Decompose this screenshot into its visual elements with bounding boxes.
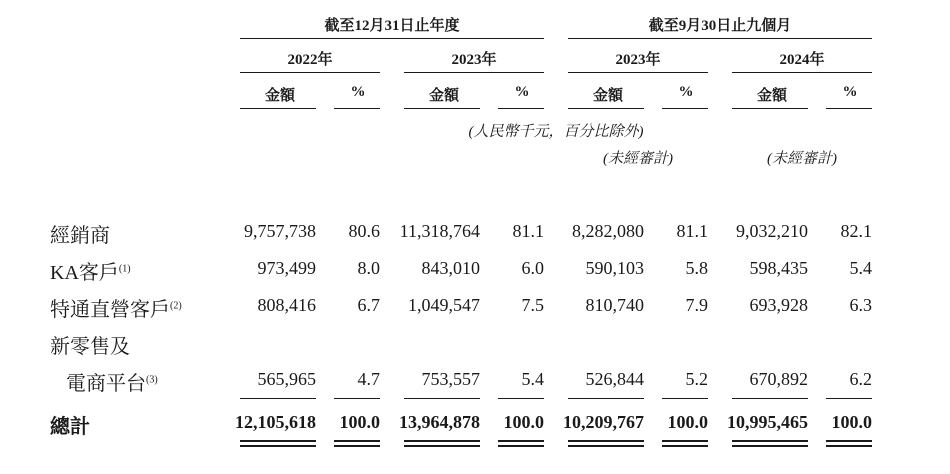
divider <box>240 398 316 399</box>
cell: 11,318,764 <box>399 221 480 241</box>
cell: 565,965 <box>257 369 316 389</box>
cell: 8,282,080 <box>572 221 644 241</box>
divider <box>568 38 872 39</box>
divider <box>240 38 544 39</box>
divider <box>404 398 480 399</box>
row-label-total: 總計 <box>50 416 90 438</box>
cell: 5.4 <box>521 369 544 389</box>
col-amount: 金額 <box>756 88 787 104</box>
divider <box>404 72 544 73</box>
total-cell: 10,995,465 <box>727 412 808 432</box>
cell: 81.1 <box>512 221 544 241</box>
col-pct: % <box>350 84 366 100</box>
unit-note: (人民幣千元，百分比除外) <box>468 124 644 140</box>
header-group-nine-months: 截至9月30日止九個月 <box>648 18 792 34</box>
cell: 810,740 <box>585 295 644 315</box>
total-cell: 100.0 <box>667 412 708 432</box>
unaudited-note: (未經審計) <box>767 151 837 167</box>
double-underline <box>662 445 708 447</box>
cell: 82.1 <box>840 221 872 241</box>
double-underline <box>240 440 316 442</box>
year-header-2024-nine: 2024年 <box>779 52 825 68</box>
divider <box>498 398 544 399</box>
double-underline <box>334 440 380 442</box>
total-cell: 13,964,878 <box>399 412 480 432</box>
cell: 590,103 <box>585 258 644 278</box>
double-underline <box>826 445 872 447</box>
double-underline <box>732 445 808 447</box>
year-header-2022: 2022年 <box>287 52 333 68</box>
double-underline <box>498 445 544 447</box>
cell: 843,010 <box>421 258 480 278</box>
year-header-2023: 2023年 <box>451 52 497 68</box>
cell: 9,032,210 <box>736 221 808 241</box>
double-underline <box>404 445 480 447</box>
total-cell: 100.0 <box>503 412 544 432</box>
double-underline <box>404 440 480 442</box>
total-cell: 100.0 <box>339 412 380 432</box>
double-underline <box>334 445 380 447</box>
double-underline <box>240 445 316 447</box>
cell: 4.7 <box>357 369 380 389</box>
cell: 6.2 <box>849 369 872 389</box>
cell: 598,435 <box>749 258 808 278</box>
col-pct: % <box>678 84 694 100</box>
divider <box>662 398 708 399</box>
divider <box>568 72 708 73</box>
double-underline <box>732 440 808 442</box>
col-amount: 金額 <box>592 88 623 104</box>
total-cell: 100.0 <box>831 412 872 432</box>
row-label-new-retail: 新零售及 <box>50 336 130 358</box>
divider <box>662 108 708 109</box>
double-underline <box>568 445 644 447</box>
divider <box>404 108 480 109</box>
cell: 8.0 <box>357 258 380 278</box>
cell: 6.7 <box>357 295 380 315</box>
total-cell: 12,105,618 <box>235 412 316 432</box>
double-underline <box>498 440 544 442</box>
divider <box>568 398 644 399</box>
cell: 5.8 <box>685 258 708 278</box>
cell: 1,049,547 <box>408 295 480 315</box>
cell: 670,892 <box>749 369 808 389</box>
col-pct: % <box>514 84 530 100</box>
cell: 753,557 <box>421 369 480 389</box>
divider <box>498 108 544 109</box>
cell: 80.6 <box>348 221 380 241</box>
divider <box>334 398 380 399</box>
cell: 693,928 <box>749 295 808 315</box>
header-group-year: 截至12月31日止年度 <box>324 18 460 34</box>
cell: 6.0 <box>521 258 544 278</box>
divider <box>240 72 380 73</box>
total-cell: 10,209,767 <box>563 412 644 432</box>
col-pct: % <box>842 84 858 100</box>
cell: 808,416 <box>257 295 316 315</box>
divider <box>334 108 380 109</box>
cell: 81.1 <box>676 221 708 241</box>
row-label-ecommerce: 電商平台$^{(3)}$ <box>66 373 158 395</box>
cell: 526,844 <box>585 369 644 389</box>
col-amount: 金額 <box>264 88 295 104</box>
double-underline <box>568 440 644 442</box>
divider <box>732 398 808 399</box>
row-label-ka-customers: KA客戶$^{(1)}$ <box>50 262 131 284</box>
cell: 6.3 <box>849 295 872 315</box>
cell: 7.9 <box>685 295 708 315</box>
divider <box>732 72 872 73</box>
cell: 973,499 <box>257 258 316 278</box>
year-header-2023-nine: 2023年 <box>615 52 661 68</box>
cell: 5.4 <box>849 258 872 278</box>
double-underline <box>826 440 872 442</box>
unaudited-note: (未經審計) <box>603 151 673 167</box>
divider <box>826 398 872 399</box>
divider <box>240 108 316 109</box>
double-underline <box>662 440 708 442</box>
divider <box>568 108 644 109</box>
cell: 9,757,738 <box>244 221 316 241</box>
divider <box>826 108 872 109</box>
col-amount: 金額 <box>428 88 459 104</box>
row-label-distributors: 經銷商 <box>50 225 110 247</box>
cell: 5.2 <box>685 369 708 389</box>
cell: 7.5 <box>521 295 544 315</box>
row-label-special-channel: 特通直營客戶$^{(2)}$ <box>50 299 182 321</box>
divider <box>732 108 808 109</box>
